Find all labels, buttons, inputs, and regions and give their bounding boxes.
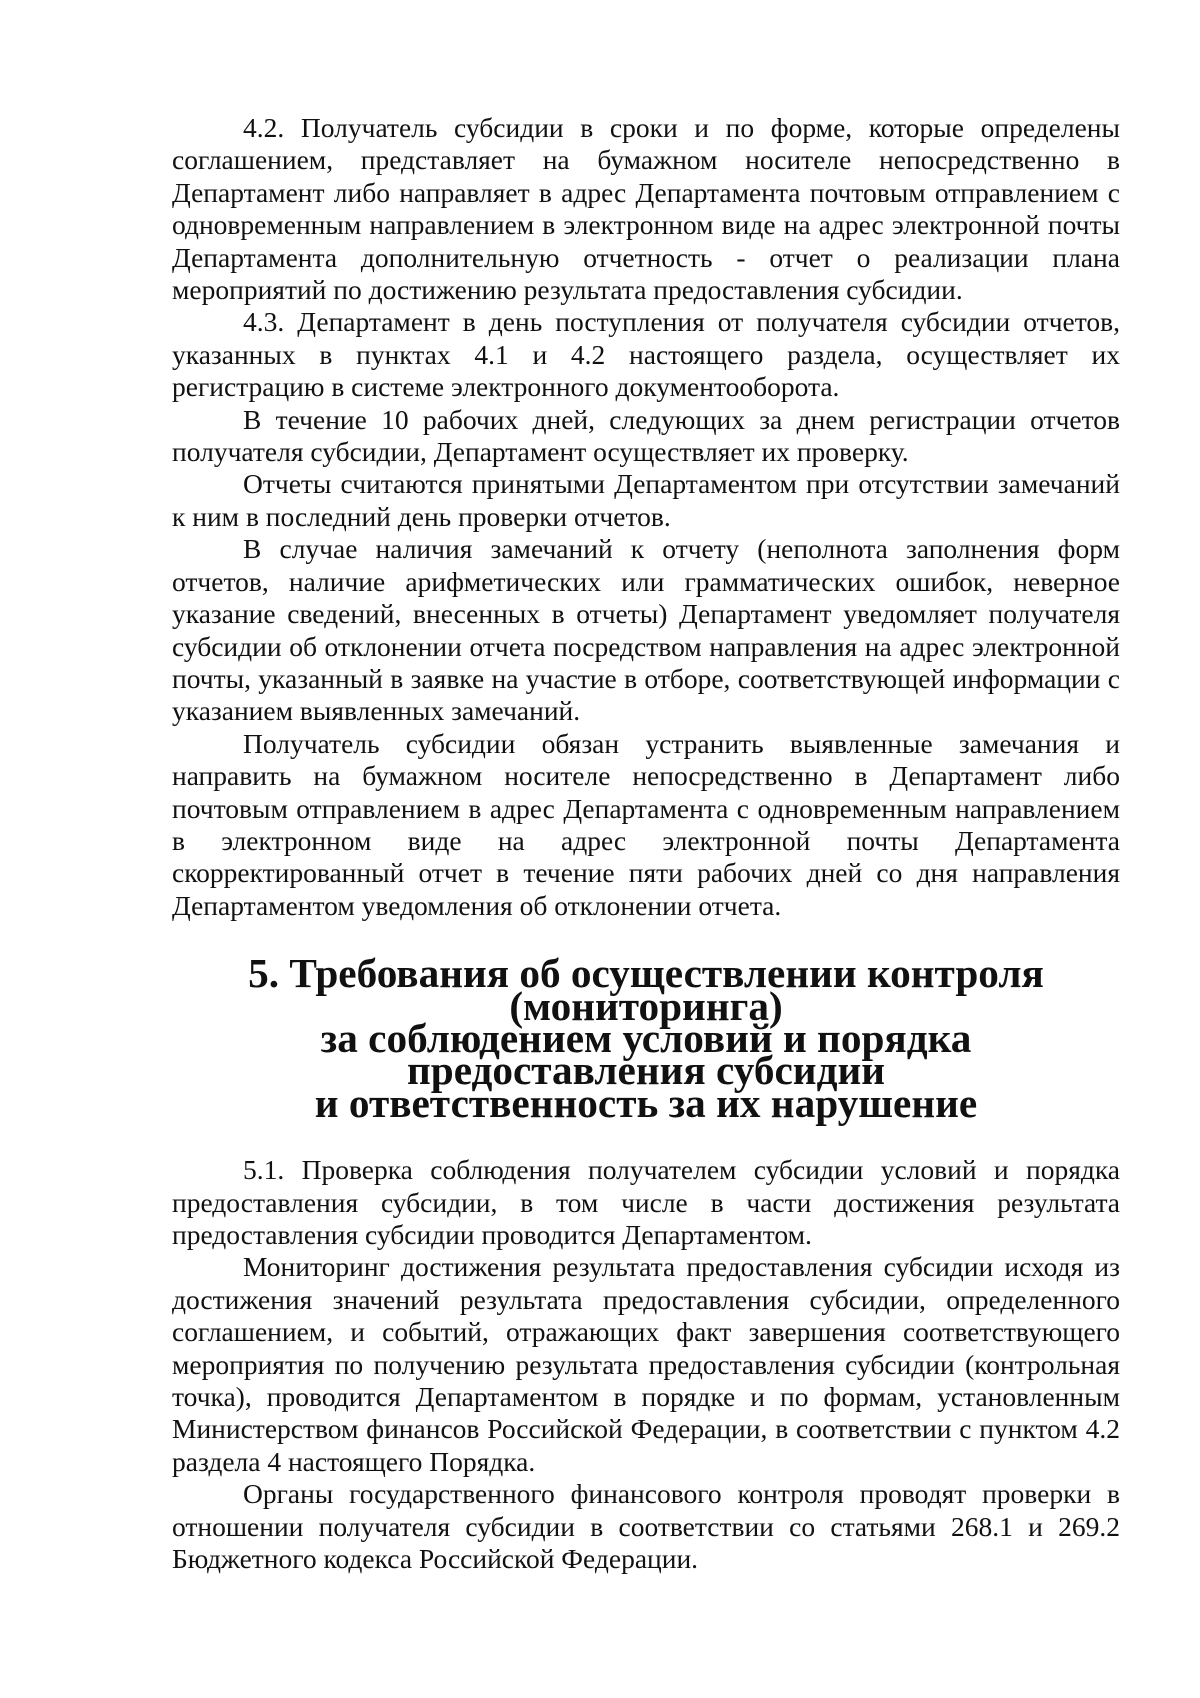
paragraph-monitoring: Мониторинг достижения результата предоставления субсидии исходя из достижения значений результата предоставления субсидии, определенного соглашением, и событий, отражающих факт завершения соответствующего мероприятия по получению результата предоставления субсидии (контрольная точка), проводится Департаментом в порядке и по формам, установленным Министерством финансов Российской Федерации, в соответствии с пунктом 4.2 раздела 4 настоящего Порядка. [172,1251,1120,1477]
paragraph-5-1: 5.1. Проверка соблюдения получателем субсидии условий и порядка предоставления субсидии, в том числе в части достижения результата предоставления субсидии проводится Департаментом. [172,1154,1120,1250]
section-5-heading [172,922,1120,1154]
paragraph-4-2: 4.2. Получатель субсидии в сроки и по форме, которые определены соглашением, представляет на бумажном носителе непосредственно в Департамент либо направляет в адрес Департамента почтовым отправлением с одновременным направлением в электронном виде на адрес электронной почты Департамента дополнительную отчетность - отчет о реализации плана мероприятий по достижению результата предоставления субсидии. [172,112,1120,306]
paragraph-review-period: В течение 10 рабочих дней, следующих за днем регистрации отчетов получателя субсидии, Департамент осуществляет их проверку. [172,403,1120,468]
paragraph-remarks-notice: В случае наличия замечаний к отчету (неполнота заполнения форм отчетов, наличие арифметических или грамматических ошибок, неверное указание сведений, внесенных в отчеты) Департамент уведомляет получателя субсидии об отклонении отчета посредством направления на адрес электронной почты, указанный в заявке на участие в отборе, соответствующей информации с указанием выявленных замечаний. [172,533,1120,727]
paragraph-4-3: 4.3. Департамент в день поступления от получателя субсидии отчетов, указанных в пунктах 4.1 и 4.2 настоящего раздела, осуществляет их регистрацию в системе электронного документооборота. [172,306,1120,403]
paragraph-reports-accepted: Отчеты считаются принятыми Департаментом при отсутствии замечаний к ним в последний день проверки отчетов. [172,468,1120,532]
document-page [172,112,1120,1575]
paragraph-correction-duty: Получатель субсидии обязан устранить выявленные замечания и направить на бумажном носителе непосредственно в Департамент либо почтовым отправлением в адрес Департамента с одновременным направлением в электронном виде на адрес электронной почты Департамента скорректированный отчет в течение пяти рабочих дней со дня направления Департаментом уведомления об отклонении отчета. [172,727,1120,921]
paragraph-financial-control: Органы государственного финансового контроля проводят проверки в отношении получателя субсидии в соответствии со статьями 268.1 и 269.2 Бюджетного кодекса Российской Федерации. [172,1478,1120,1575]
section-5-heading-line-2: за соблюдением условий и порядка предоставления субсидии [320,1014,972,1094]
section-5-heading-line-1: 5. Требования об осуществлении контроля (мониторинга) [248,950,1044,1029]
section-5-heading-line-3: и ответственность за их нарушение [314,1079,978,1126]
